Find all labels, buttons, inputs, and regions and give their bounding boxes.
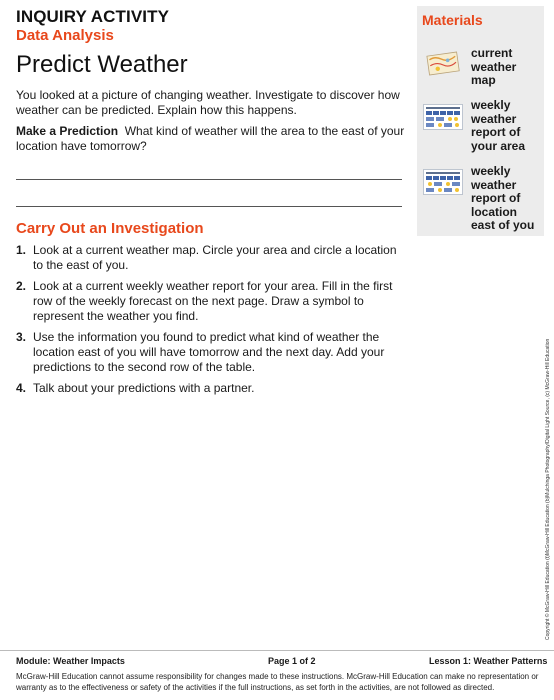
step-item [16, 381, 408, 396]
weather-report-icon [423, 169, 463, 195]
step-item [16, 279, 408, 324]
step-text: Talk about your predictions with a partner. [33, 381, 255, 395]
material-label: weekly weather report of your area [471, 98, 526, 153]
activity-subtype: Data Analysis [16, 27, 114, 44]
page-title: Predict Weather [16, 51, 188, 78]
step-text: Look at a current weekly weather report for your area. Fill in the first row of the weekly forecast on the next page. Draw a symbol to represent the weather you find. [33, 279, 393, 323]
investigation-heading: Carry Out an Investigation [16, 220, 204, 237]
step-text: Use the information you found to predict what kind of weather the location east of you will have tomorrow and the next day. Add your predictions to the second row of the table. [33, 330, 385, 374]
footer-divider [0, 650, 554, 651]
step-item [16, 243, 408, 273]
answer-line [16, 179, 402, 180]
weather-report-icon [423, 104, 463, 130]
activity-header [16, 8, 408, 154]
copyright-credit: Copyright © McGraw-Hill Education (t)McGraw-Hill Education (b)Mulchinga Photography/Digital Light Source, (c) McGraw-Hill Education [545, 338, 551, 640]
activity-type: INQUIRY ACTIVITY [16, 7, 170, 26]
prediction-prompt [16, 124, 408, 154]
answer-line [16, 206, 402, 207]
step-number: 2. [16, 279, 27, 293]
weather-map-icon [423, 48, 463, 78]
prediction-label: Make a Prediction [16, 124, 119, 138]
step-text: Look at a current weather map. Circle your area and circle a location to the east of you. [33, 243, 397, 272]
material-label: current weather map [471, 46, 517, 87]
step-number: 4. [16, 381, 27, 395]
footer-page-number: Page 1 of 2 [268, 656, 316, 666]
footer-module: Module: Weather Impacts [16, 656, 125, 666]
step-item [16, 330, 408, 375]
footer-disclaimer: McGraw-Hill Education cannot assume responsibility for changes made to these instructions. McGraw-Hill Education can make no representation or warranty as to the effectiveness or safety of the activities if the full instructions, as set forth in the activities, are not followed as directed. [16, 672, 539, 692]
step-number: 1. [16, 243, 27, 257]
investigation-steps [16, 243, 408, 402]
material-label: weekly weather report of location east of you [471, 164, 535, 232]
materials-panel [417, 6, 544, 236]
prediction-question: What kind of weather will the area to the east of your location have tomorrow? [16, 124, 405, 153]
materials-title: Materials [422, 12, 483, 28]
step-number: 3. [16, 330, 27, 344]
intro-paragraph: You looked at a picture of changing weather. Investigate to discover how weather can be predicted. Explain how this happens. [16, 88, 400, 117]
footer-lesson: Lesson 1: Weather Patterns [429, 656, 548, 666]
